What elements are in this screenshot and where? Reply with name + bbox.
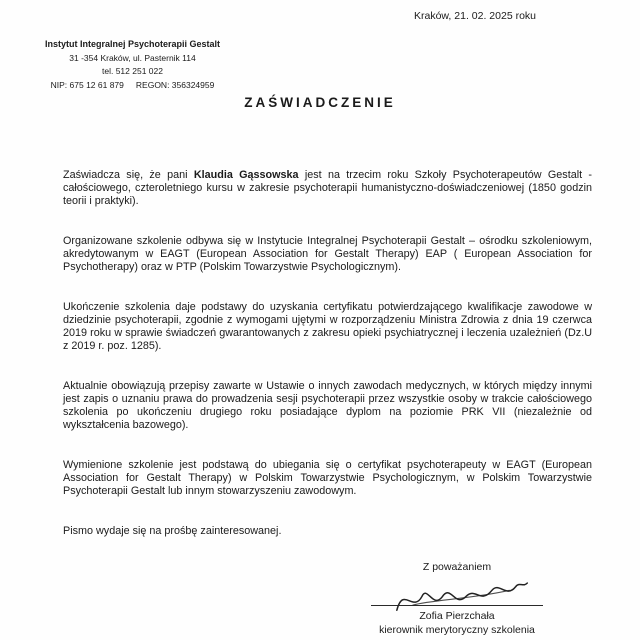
document-title: ZAŚWIADCZENIE	[244, 95, 396, 110]
paragraph-3: Ukończenie szkolenia daje podstawy do uzyskania certyfikatu potwierdzającego kwalifikacje zawodowe w dziedzinie psychoterapii, zgodnie z wymogami ujętymi w rozporządzeniu Ministra Zdrowia z dnia 19 czerwca 2019 roku w sprawie świadczeń gwarantowanych z zakresu opieki psychiatrycznej i leczenia uzależnień (Dz.U z 2019 r. poz. 1285).	[63, 301, 592, 352]
paragraph-2: Organizowane szkolenie odbywa się w Instytucie Integralnej Psychoterapii Gestalt – ośrodku szkoleniowym, akredytowanym w EAGT (European Association for Gestalt Therapy) EAP ( European Association for Psychotherapy) oraz w PTP (Polskim Towarzystwie Psychologicznym).	[63, 235, 592, 273]
letterhead-institute-name: Instytut Integralnej Psychoterapii Gestalt	[44, 39, 221, 49]
document-date: Kraków, 21. 02. 2025 roku	[414, 10, 536, 22]
paragraph-1-suffix: jest na trzecim roku Szkoły Psychoterapeutów Gestalt - całościowego, czteroletniego kursu w zakresie psychoterapii humanistyczno-doświadczeniowej (1850 godzin teorii i praktyki).	[63, 169, 593, 207]
letterhead-phone: tel. 512 251 022	[102, 65, 163, 76]
signature-block	[352, 560, 562, 637]
letterhead	[30, 38, 235, 90]
document-body	[63, 169, 592, 538]
paragraph-4: Aktualnie obowiązują przepisy zawarte w Ustawie o innych zawodach medycznych, w których między innymi jest zapis o uznaniu prawa do prowadzenia sesji psychoterapii przez wszystkie osoby w trakcie całościowego szkolenia po ukończeniu drugiego roku posiadające dyplom na poziomie PRK VII (niezależnie od wykształcenia bazowego).	[63, 380, 592, 431]
paragraph-5: Wymienione szkolenie jest podstawą do ubiegania się o certyfikat psychoterapeuty w EAGT (European Association for Gestalt Therapy) w Polskim Towarzystwie Psychologicznym, w Polskim Towarzystwie Psychoterapii Gestalt lub innym stowarzyszeniu zawodowym.	[63, 459, 592, 497]
letterhead-ids	[30, 80, 235, 90]
signature-closing: Z poważaniem	[422, 561, 492, 573]
signatory-role: kierownik merytoryczny szkolenia	[379, 624, 535, 636]
letterhead-regon: REGON: 356324959	[135, 80, 215, 90]
recipient-name: Klaudia Gąssowska	[193, 169, 299, 181]
signatory-name: Zofia Pierzchała	[419, 610, 495, 622]
paragraph-1-prefix: Zaświadcza się, że pani	[63, 169, 194, 181]
paragraph-6: Pismo wydaje się na prośbę zainteresowanej.	[63, 525, 282, 537]
letterhead-address: 31 -354 Kraków, ul. Pasternik 114	[69, 53, 196, 63]
letterhead-nip: NIP: 675 12 61 879	[50, 80, 124, 90]
paragraph-1	[63, 169, 592, 208]
